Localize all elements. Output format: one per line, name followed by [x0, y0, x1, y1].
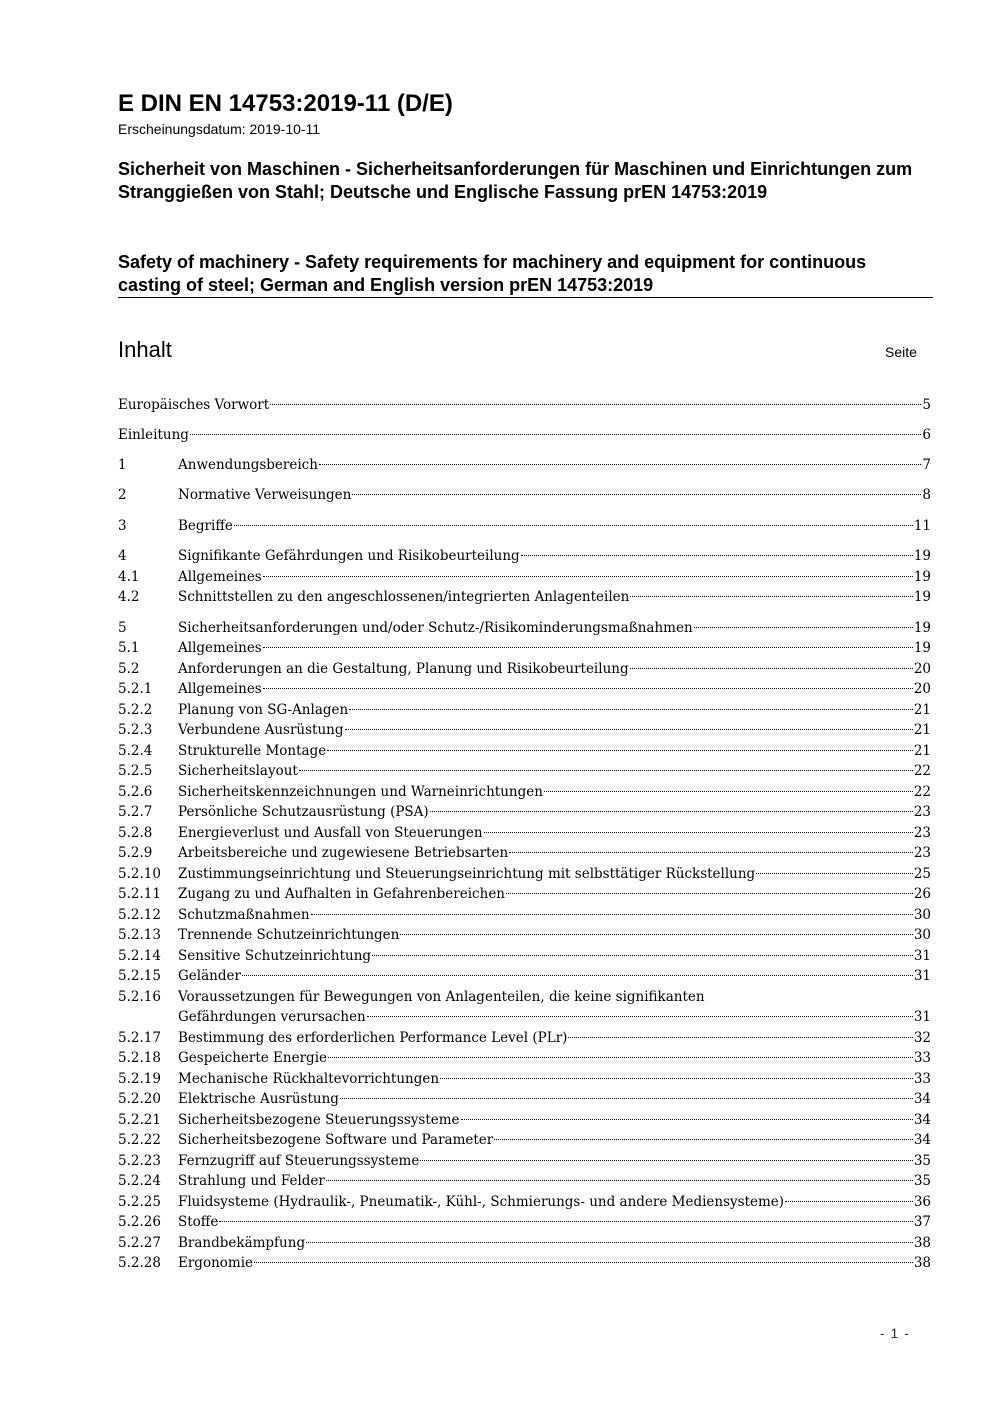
- toc-entry-page: 5: [922, 397, 931, 413]
- toc-entry-number: 5.2.18: [118, 1050, 161, 1066]
- toc-entry-number: 5.2.23: [118, 1153, 161, 1169]
- toc-entry-label: Mechanische Rückhaltevorrichtungen: [178, 1071, 440, 1087]
- toc-entry[interactable]: [118, 1130, 931, 1150]
- toc-entry-page: 38: [913, 1235, 931, 1251]
- document-id: E DIN EN 14753:2019-11 (D/E): [118, 90, 453, 117]
- toc-entry-number: 5.2.3: [118, 722, 153, 738]
- toc-entry-number: 5.2: [118, 661, 140, 677]
- toc-dot-leader: [509, 852, 913, 853]
- toc-entry-number: 5.2.9: [118, 845, 153, 861]
- toc-entry-number: 4.1: [118, 569, 140, 585]
- toc-entry-page: 34: [913, 1091, 931, 1107]
- toc-entry-page: 19: [913, 589, 931, 605]
- toc-entry-number: 4.2: [118, 589, 140, 605]
- toc-entry-number: 5: [118, 620, 127, 636]
- toc-entry-number: 5.2.2: [118, 702, 153, 718]
- toc-entry-label: Sicherheitsbezogene Steuerungssysteme: [178, 1112, 460, 1128]
- toc-entry-page: 22: [913, 784, 931, 800]
- toc-entry[interactable]: [118, 516, 931, 536]
- toc-dot-leader: [328, 1057, 913, 1058]
- toc-dot-leader: [190, 434, 921, 435]
- toc-entry-page: 7: [922, 457, 931, 473]
- toc-entry-page: 19: [913, 640, 931, 656]
- toc-entry-page: 21: [913, 743, 931, 759]
- toc-entry-label: Einleitung: [118, 427, 189, 443]
- toc-entry-label: Begriffe: [178, 518, 233, 534]
- toc-entry-label: Trennende Schutzeinrichtungen: [178, 927, 400, 943]
- toc-heading: Inhalt: [118, 337, 172, 362]
- toc-entry[interactable]: [118, 679, 931, 699]
- toc-entry-page: 33: [913, 1050, 931, 1066]
- toc-entry[interactable]: [118, 1192, 931, 1212]
- toc-dot-leader: [340, 1098, 913, 1099]
- toc-entry[interactable]: [118, 1233, 931, 1253]
- toc-dot-leader: [345, 729, 913, 730]
- toc-dot-leader: [461, 1119, 913, 1120]
- toc-entry-label: Ergonomie: [178, 1255, 254, 1271]
- toc-entry-page: 23: [913, 825, 931, 841]
- toc-entry-number: 5.2.21: [118, 1112, 161, 1128]
- toc-entry[interactable]: [118, 1171, 931, 1191]
- toc-entry-label: Sensitive Schutzeinrichtung: [178, 948, 372, 964]
- toc-page-column-label: Seite: [885, 344, 917, 360]
- toc-entry[interactable]: [118, 905, 931, 925]
- toc-entry[interactable]: [118, 782, 931, 802]
- toc-entry[interactable]: [118, 546, 931, 566]
- toc-dot-leader: [263, 647, 913, 648]
- toc-entry-number: 1: [118, 457, 127, 473]
- toc-entry-number: 4: [118, 548, 127, 564]
- toc-dot-leader: [299, 770, 913, 771]
- toc-dot-leader: [694, 627, 913, 628]
- toc-dot-leader: [494, 1139, 913, 1140]
- toc-entry-number: 5.2.1: [118, 681, 153, 697]
- publication-date: Erscheinungsdatum: 2019-10-11: [118, 121, 321, 137]
- toc-entry-page: 38: [913, 1255, 931, 1271]
- toc-entry[interactable]: [118, 1028, 931, 1048]
- toc-entry-number: 5.2.27: [118, 1235, 161, 1251]
- toc-entry[interactable]: [118, 761, 931, 781]
- title-german: Sicherheit von Maschinen - Sicherheitsanforderungen für Maschinen und Einrichtungen zum Stranggießen von Stahl; Deutsche und Englische Fassung prEN 14753:2019: [118, 159, 913, 202]
- toc-entry-page: 30: [913, 907, 931, 923]
- toc-entry[interactable]: [118, 485, 931, 505]
- toc-entry-number: 5.2.4: [118, 743, 153, 759]
- toc-entry-page: 34: [913, 1112, 931, 1128]
- toc-entry-label: Arbeitsbereiche und zugewiesene Betriebsarten: [178, 845, 509, 861]
- toc-entry-label: Anforderungen an die Gestaltung, Planung und Risikobeurteilung: [178, 661, 629, 677]
- page-number: - 1 -: [880, 1325, 910, 1341]
- toc-entry-number: 5.2.8: [118, 825, 153, 841]
- toc-entry-number: 5.2.13: [118, 927, 161, 943]
- toc-entry-label: Schnittstellen zu den angeschlossenen/integrierten Anlagenteilen: [178, 589, 630, 605]
- toc-entry-label: Anwendungsbereich: [178, 457, 318, 473]
- toc-entry-label: Bestimmung des erforderlichen Performance Level (PLr): [178, 1030, 568, 1046]
- toc-entry[interactable]: [118, 741, 931, 761]
- toc-entry[interactable]: [118, 425, 931, 445]
- toc-entry[interactable]: [118, 843, 931, 863]
- toc-entry-page: 35: [913, 1173, 931, 1189]
- toc-dot-leader: [311, 914, 913, 915]
- toc-entry[interactable]: [118, 966, 931, 986]
- toc-entry[interactable]: [118, 618, 931, 638]
- toc-entry-label: Brandbekämpfung: [178, 1235, 306, 1251]
- toc-entry[interactable]: [118, 1089, 931, 1109]
- toc-entry-page: 31: [913, 968, 931, 984]
- toc-entry-page: 30: [913, 927, 931, 943]
- toc-entry-number: 2: [118, 487, 127, 503]
- toc-entry-label: Fluidsysteme (Hydraulik-, Pneumatik-, Kühl-, Schmierungs- und andere Mediensysteme): [178, 1194, 785, 1210]
- toc-dot-leader: [326, 1180, 913, 1181]
- toc-entry[interactable]: [118, 567, 931, 587]
- toc-dot-leader: [219, 1221, 912, 1222]
- toc-entry-label: Normative Verweisungen: [178, 487, 352, 503]
- toc-entry[interactable]: [118, 946, 931, 966]
- toc-entry-label: Stoffe: [178, 1214, 219, 1230]
- toc-entry[interactable]: [118, 864, 931, 884]
- toc-entry[interactable]: [118, 587, 931, 607]
- toc-dot-leader: [242, 975, 913, 976]
- title-english: Safety of machinery - Safety requirements for machinery and equipment for continuous casting of steel; German and English version prEN 14753:2019: [118, 252, 867, 295]
- toc-entry-page: 31: [913, 1009, 931, 1025]
- toc-entry[interactable]: [118, 1110, 931, 1130]
- toc-dot-leader: [234, 525, 913, 526]
- toc-entry-page: 19: [913, 548, 931, 564]
- toc-entry-label: Zustimmungseinrichtung und Steuerungseinrichtung mit selbsttätiger Rückstellung: [178, 866, 756, 882]
- toc-entry-page: 36: [913, 1194, 931, 1210]
- toc-entry-label: Energieverlust und Ausfall von Steuerungen: [178, 825, 483, 841]
- title-divider: [118, 297, 933, 298]
- toc-dot-leader: [484, 832, 913, 833]
- toc-entry-label: Geländer: [178, 968, 241, 984]
- toc-entry[interactable]: [118, 987, 931, 1007]
- toc-dot-leader: [254, 1262, 913, 1263]
- toc-entry[interactable]: [118, 1212, 931, 1232]
- toc-entry-label: Allgemeines: [178, 569, 262, 585]
- toc-entry[interactable]: [118, 700, 931, 720]
- toc-entry-page: 23: [913, 845, 931, 861]
- toc-entry[interactable]: [118, 638, 931, 658]
- toc-entry-number: 5.2.12: [118, 907, 161, 923]
- toc-entry-number: 5.1: [118, 640, 140, 656]
- toc-entry-label: Gespeicherte Energie: [178, 1050, 327, 1066]
- toc-entry-number: 5.2.15: [118, 968, 161, 984]
- toc-entry-page: 34: [913, 1132, 931, 1148]
- toc-entry-page: 25: [913, 866, 931, 882]
- toc-entry-page: 26: [913, 886, 931, 902]
- toc-entry-page: 19: [913, 569, 931, 585]
- toc-dot-leader: [506, 893, 913, 894]
- toc-entry-number: 5.2.17: [118, 1030, 161, 1046]
- toc-entry-label: Sicherheitsanforderungen und/oder Schutz-/Risikominderungsmaßnahmen: [178, 620, 693, 636]
- toc-dot-leader: [630, 596, 912, 597]
- toc-dot-leader: [521, 555, 913, 556]
- toc-entry-label: Sicherheitslayout: [178, 763, 298, 779]
- toc-dot-leader: [263, 688, 913, 689]
- toc-entry[interactable]: [118, 802, 931, 822]
- toc-entry-number: 5.2.7: [118, 804, 153, 820]
- toc-entry[interactable]: [118, 1151, 931, 1171]
- toc-entry-number: 5.2.5: [118, 763, 153, 779]
- toc-dot-leader: [263, 576, 913, 577]
- toc-entry-page: 20: [913, 661, 931, 677]
- toc-entry-label: Sicherheitskennzeichnungen und Warneinrichtungen: [178, 784, 543, 800]
- toc-entry-number: 5.2.20: [118, 1091, 161, 1107]
- toc-dot-leader: [270, 404, 921, 405]
- toc-entry-page: 31: [913, 948, 931, 964]
- toc-entry[interactable]: [118, 720, 931, 740]
- toc-entry-number: 3: [118, 518, 127, 534]
- toc-dot-leader: [319, 464, 921, 465]
- toc-entry-page: 21: [913, 722, 931, 738]
- toc-dot-leader: [372, 955, 913, 956]
- toc-entry-page: 19: [913, 620, 931, 636]
- toc-entry-label: Strahlung und Felder: [178, 1173, 325, 1189]
- toc-entry-label: Planung von SG-Anlagen: [178, 702, 349, 718]
- toc-entry-label: Fernzugriff auf Steuerungssysteme: [178, 1153, 420, 1169]
- toc-entry-label: Strukturelle Montage: [178, 743, 327, 759]
- toc-dot-leader: [785, 1201, 913, 1202]
- toc-dot-leader: [306, 1242, 913, 1243]
- toc-entry[interactable]: [118, 659, 931, 679]
- toc-entry-number: 5.2.10: [118, 866, 161, 882]
- toc-entry-label: Gefährdungen verursachen: [178, 1009, 366, 1025]
- toc-entry-number: 5.2.6: [118, 784, 153, 800]
- toc-dot-leader: [420, 1160, 912, 1161]
- toc-entry-page: 32: [913, 1030, 931, 1046]
- toc-dot-leader: [440, 1078, 913, 1079]
- toc-dot-leader: [327, 750, 913, 751]
- toc-dot-leader: [400, 934, 912, 935]
- toc-entry-page: 33: [913, 1071, 931, 1087]
- toc-entry[interactable]: [118, 1048, 931, 1068]
- toc-entry-number: 5.2.28: [118, 1255, 161, 1271]
- toc-entry[interactable]: [118, 395, 931, 415]
- toc-entry-number: 5.2.16: [118, 989, 161, 1005]
- toc-entry-label: Voraussetzungen für Bewegungen von Anlagenteilen, die keine signifikanten: [178, 989, 705, 1005]
- toc-entry-number: 5.2.14: [118, 948, 161, 964]
- toc-entry-continuation[interactable]: [118, 1007, 931, 1027]
- toc-entry-page: 22: [913, 763, 931, 779]
- toc-entry[interactable]: [118, 884, 931, 904]
- toc-entry-label: Persönliche Schutzausrüstung (PSA): [178, 804, 429, 820]
- toc-entry-page: 21: [913, 702, 931, 718]
- toc-entry-label: Schutzmaßnahmen: [178, 907, 310, 923]
- toc-entry[interactable]: [118, 455, 931, 475]
- toc-dot-leader: [352, 494, 921, 495]
- toc-entry-number: 5.2.11: [118, 886, 161, 902]
- toc-entry-number: 5.2.19: [118, 1071, 161, 1087]
- toc-dot-leader: [756, 873, 913, 874]
- toc-entry-page: 35: [913, 1153, 931, 1169]
- toc-entry-page: 8: [922, 487, 931, 503]
- toc-entry-page: 23: [913, 804, 931, 820]
- toc-entry[interactable]: [118, 925, 931, 945]
- toc-dot-leader: [544, 791, 913, 792]
- toc-entry-number: 5.2.24: [118, 1173, 161, 1189]
- toc-dot-leader: [568, 1037, 912, 1038]
- toc-entry-label: Allgemeines: [178, 681, 262, 697]
- toc-entry-label: Sicherheitsbezogene Software und Parameter: [178, 1132, 494, 1148]
- toc-entry-label: Verbundene Ausrüstung: [178, 722, 344, 738]
- toc-dot-leader: [367, 1016, 913, 1017]
- toc-entry-page: 37: [913, 1214, 931, 1230]
- toc-entry[interactable]: [118, 1253, 931, 1273]
- toc-entry-page: 11: [913, 518, 931, 534]
- toc-entry-number: 5.2.26: [118, 1214, 161, 1230]
- toc-entry-number: 5.2.25: [118, 1194, 161, 1210]
- toc-entry-label: Signifikante Gefährdungen und Risikobeurteilung: [178, 548, 520, 564]
- toc-entry-number: 5.2.22: [118, 1132, 161, 1148]
- toc-entry[interactable]: [118, 1069, 931, 1089]
- toc-entry-label: Allgemeines: [178, 640, 262, 656]
- toc-dot-leader: [430, 811, 913, 812]
- toc-entry-label: Elektrische Ausrüstung: [178, 1091, 339, 1107]
- toc-entry-page: 6: [922, 427, 931, 443]
- toc-entry[interactable]: [118, 823, 931, 843]
- toc-dot-leader: [630, 668, 913, 669]
- toc-dot-leader: [349, 709, 913, 710]
- toc-entry-page: 20: [913, 681, 931, 697]
- toc-entry-label: Europäisches Vorwort: [118, 397, 270, 413]
- toc-entry-label: Zugang zu und Aufhalten in Gefahrenbereichen: [178, 886, 505, 902]
